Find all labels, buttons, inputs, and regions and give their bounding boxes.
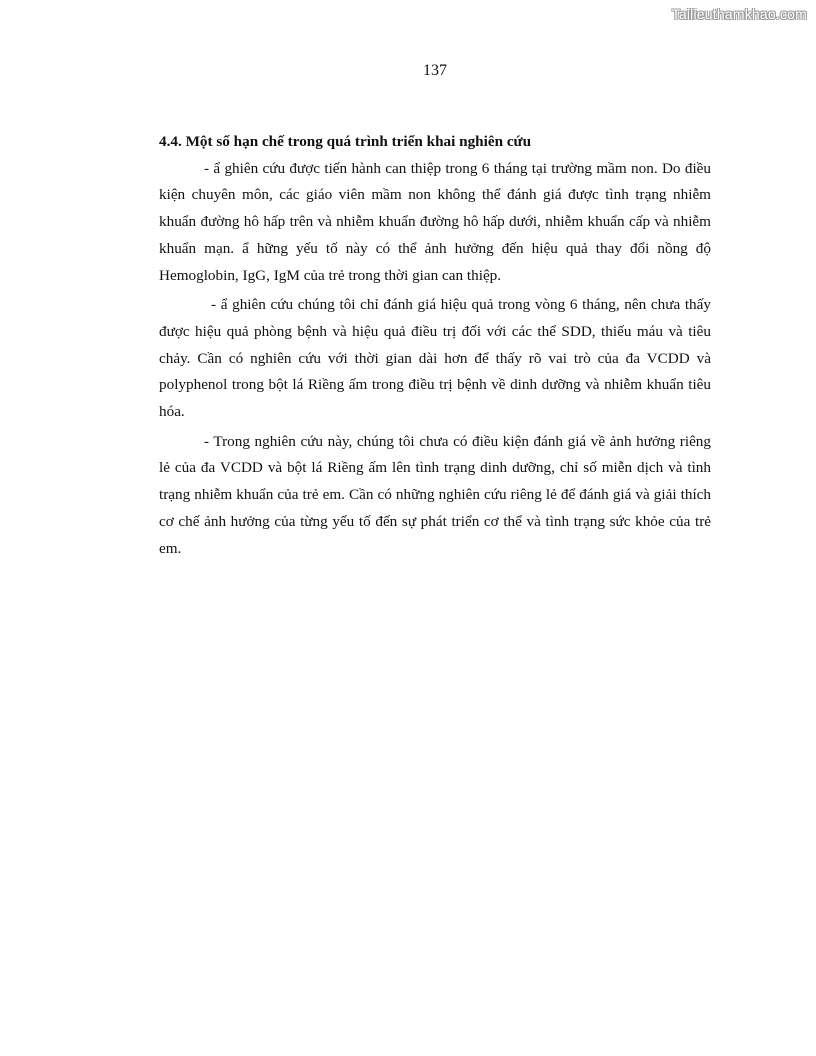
section-heading: 4.4. Một số hạn chế trong quá trình triển khai nghiên cứu	[159, 133, 532, 150]
page-number: 137	[423, 62, 447, 79]
paragraph: - ẩ ghiên cứu chúng tôi chỉ đánh giá hiệu quả trong vòng 6 tháng, nên chưa thấy được hiệu quả phòng bệnh và hiệu quả điều trị đối với các thể SDD, thiếu máu và tiêu chảy. Cần có nghiên cứu với thời gian dài hơn để thấy rõ vai trò của đa VCDD và polyphenol trong bột lá Riềng ấm trong điều trị bệnh về dinh dưỡng và nhiễm khuẩn tiêu hóa.	[159, 296, 711, 421]
paragraph: - Trong nghiên cứu này, chúng tôi chưa có điều kiện đánh giá về ảnh hưởng riêng lẻ của đa VCDD và bột lá Riềng ấm lên tình trạng dinh dưỡng, chỉ số miễn dịch và tình trạng nhiễm khuẩn của trẻ em. Cần có những nghiên cứu riêng lẻ để đánh giá và giải thích cơ chế ảnh hưởng của từng yếu tố đến sự phát triển cơ thể và tình trạng sức khỏe của trẻ em.	[159, 432, 711, 557]
document-body	[159, 129, 711, 565]
paragraph: - ẩ ghiên cứu được tiến hành can thiệp trong 6 tháng tại trường mầm non. Do điều kiện chuyên môn, các giáo viên mầm non không thể đánh giá được tình trạng nhiễm khuẩn đường hô hấp trên và nhiễm khuẩn đường hô hấp dưới, nhiễm khuẩn cấp và nhiễm khuẩn mạn. ẩ hững yếu tố này có thể ảnh hưởng đến hiệu quả thay đổi nồng độ Hemoglobin, IgG, IgM của trẻ trong thời gian can thiệp.	[159, 159, 711, 284]
watermark: Tailieuthamkhao.com	[671, 6, 807, 22]
